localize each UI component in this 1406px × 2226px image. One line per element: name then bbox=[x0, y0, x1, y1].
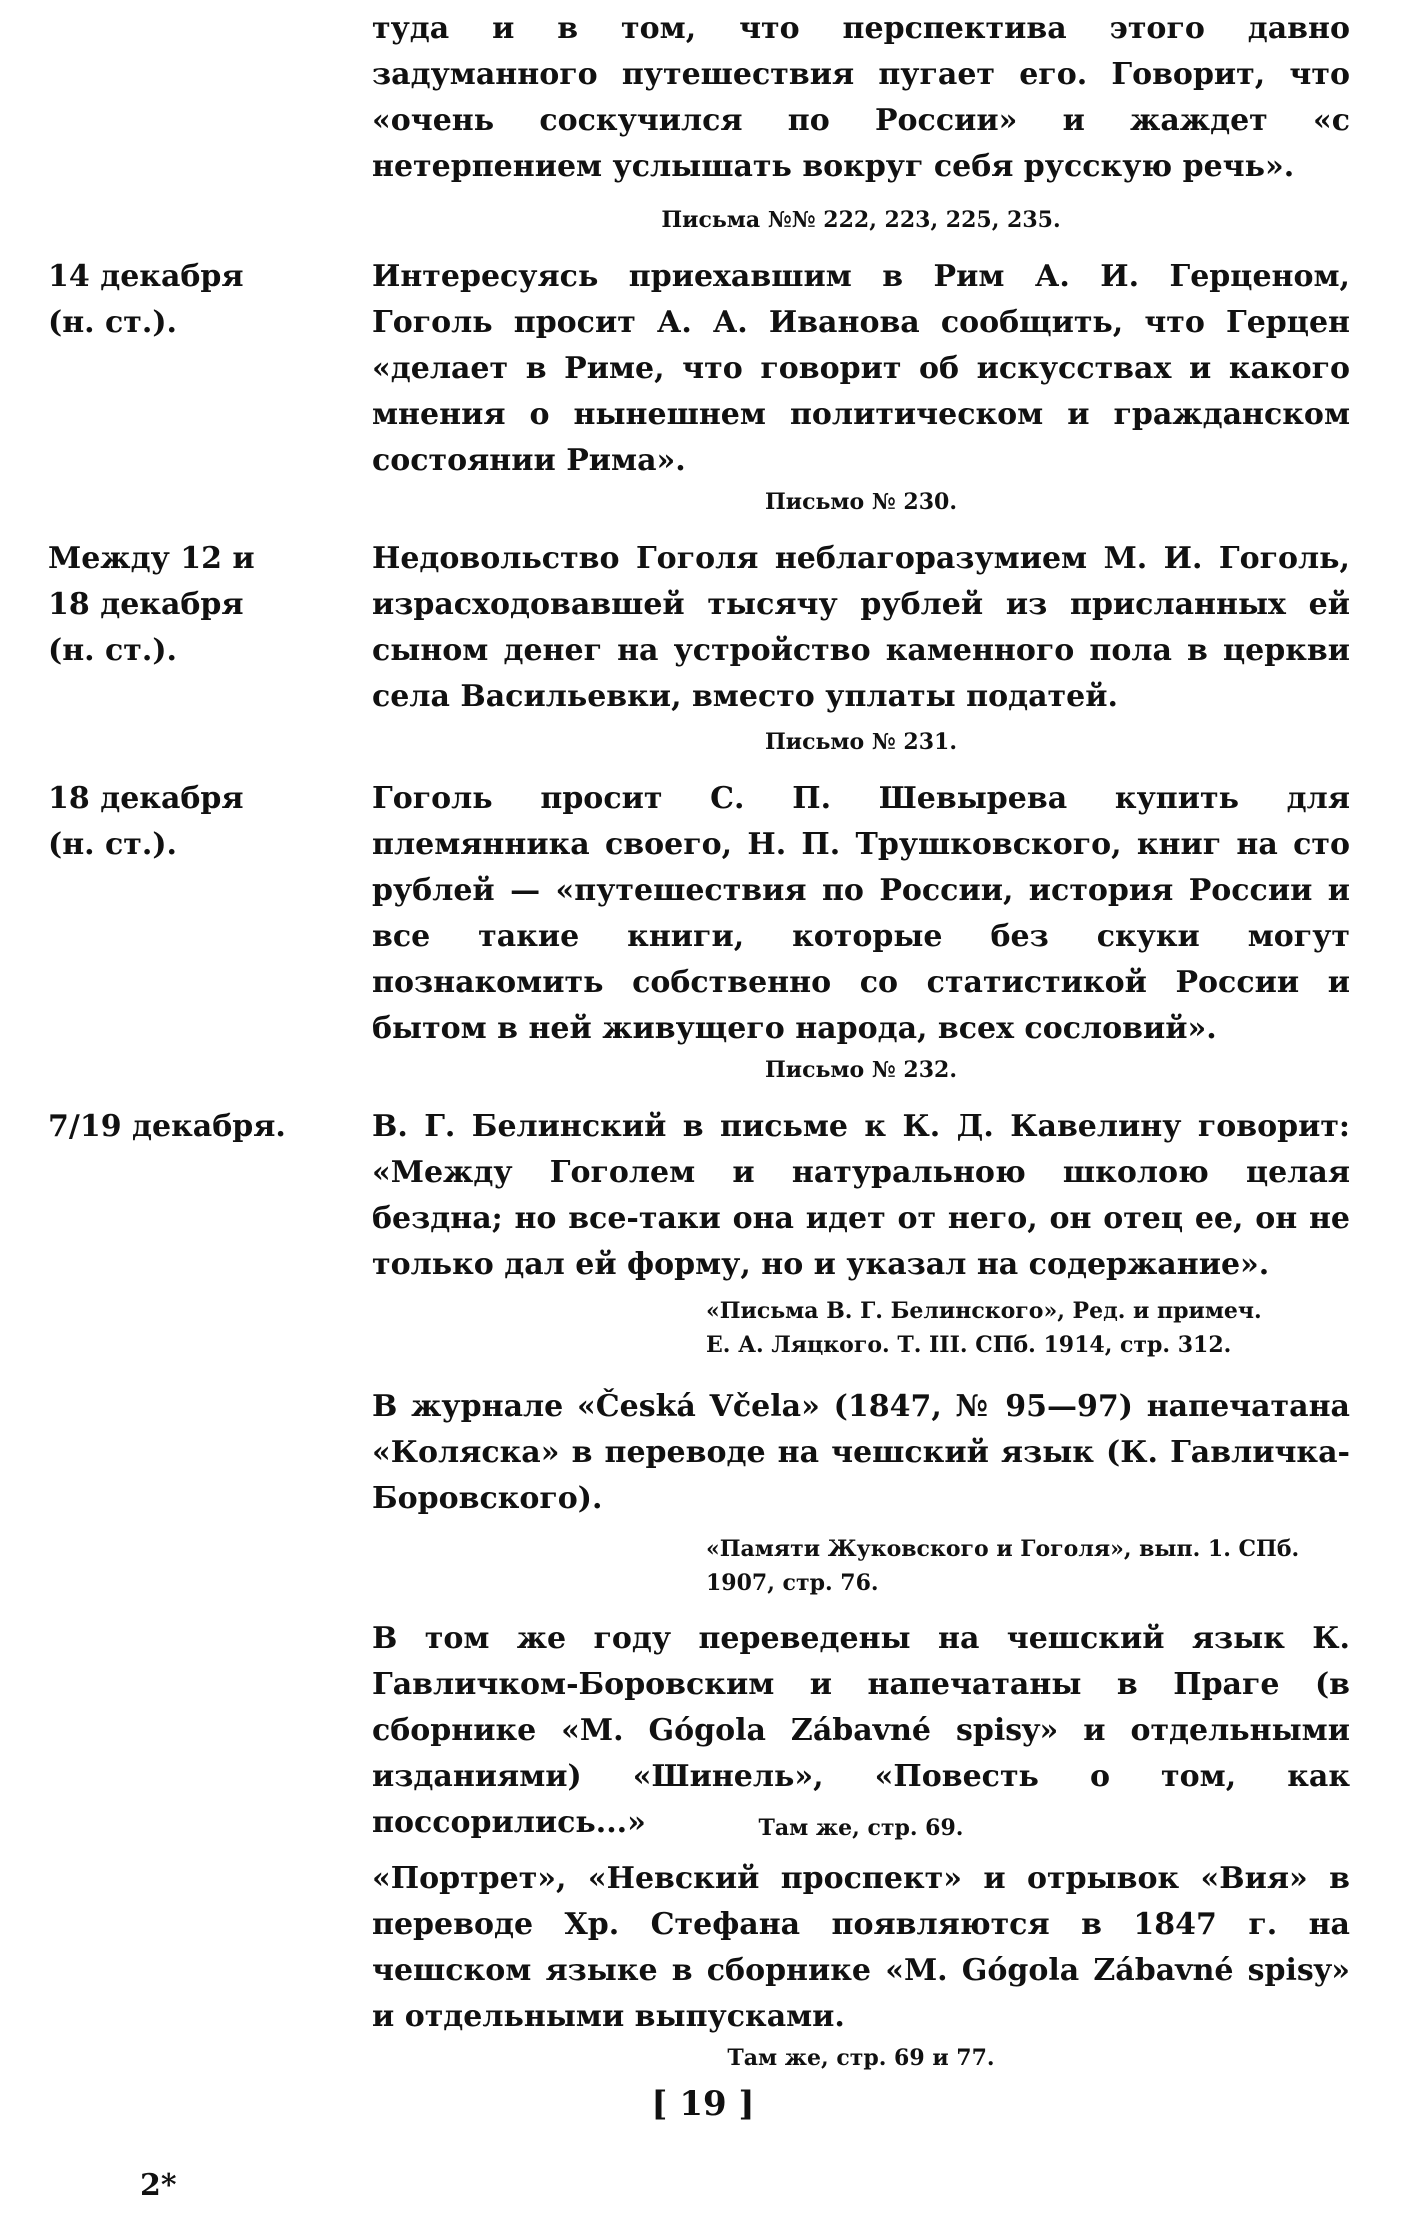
entry-text: В. Г. Белинский в письме к К. Д. Кавелину говорит: «Между Гоголем и натуральною школою целая бездна; но все-таки она идет от него, он отец ее, он не только дал ей форму, но и указал на содержание». bbox=[372, 1109, 1350, 1282]
page-number: [ 19 ] bbox=[651, 2084, 755, 2124]
entry-source: Письмо № 232. bbox=[764, 1057, 958, 1083]
entry-date: 14 декабря (н. ст.). bbox=[48, 259, 244, 340]
entry-source: Письмо № 230. bbox=[764, 489, 958, 515]
entry-date: 18 декабря (н. ст.). bbox=[48, 781, 244, 862]
entry-date: Между 12 и 18 декабря (н. ст.). bbox=[48, 541, 255, 668]
entry-date: 7/19 декабря. bbox=[48, 1109, 286, 1144]
signature-mark: 2* bbox=[140, 2168, 177, 2203]
entry-text: Гоголь просит С. П. Шевырева купить для племянника своего, Н. П. Трушковского, книг на сто рублей — «путешествия по России, история России и все такие книги, которые без скуки могут познакомить собственно со статистикой России и бытом в ней живущего народа, всех сословий». bbox=[372, 781, 1350, 1046]
entry-source: Там же, стр. 69 и 77. bbox=[727, 2045, 995, 2071]
entry-text: Недовольство Гоголя неблагоразумием М. И. Гоголь, израсходовавшей тысячу рублей из присланных ей сыном денег на устройство каменного пола в церкви села Васильевки, вместо уплаты податей. bbox=[372, 541, 1350, 714]
entry-text: В том же году переведены на чешский язык К. Гавличком-Боровским и напечатаны в Праге (в сборнике «M. Gógola Zábavné spisy» и отдельными изданиями) «Шинель», «Повесть о том, как поссорились...» bbox=[372, 1621, 1350, 1840]
entry-source: Письмо № 231. bbox=[764, 729, 958, 755]
entry-source: «Письма В. Г. Белинского», Ред. и примеч. Е. А. Ляцкого. Т. III. СПб. 1914, стр. 312. bbox=[706, 1298, 1262, 1358]
entry-source: Письма №№ 222, 223, 225, 235. bbox=[661, 207, 1061, 233]
entry-source: Там же, стр. 69. bbox=[758, 1815, 964, 1841]
entry-text: Интересуясь приехавшим в Рим А. И. Герценом, Гоголь просит А. А. Иванова сообщить, что Герцен «делает в Риме, что говорит об искусствах и какого мнения о нынешнем политическом и гражданском состоянии Рима». bbox=[372, 259, 1350, 478]
entry-text: В журнале «Česká Včela» (1847, № 95—97) напечатана «Коляска» в переводе на чешский язык (К. Гавличка-Боровского). bbox=[372, 1389, 1350, 1516]
entry-text: «Портрет», «Невский проспект» и отрывок «Вия» в переводе Хр. Стефана появляются в 1847 г. на чешском языке в сборнике «M. Gógola Zábavné spisy» и отдельными выпусками. bbox=[372, 1861, 1350, 2034]
entry-source: «Памяти Жуковского и Гоголя», вып. 1. СПб. 1907, стр. 76. bbox=[706, 1536, 1300, 1596]
entry-text: туда и в том, что перспектива этого давно задуманного путешествия пугает его. Говорит, что «очень соскучился по России» и жаждет «с нетерпением услышать вокруг себя русскую речь». bbox=[372, 11, 1350, 184]
